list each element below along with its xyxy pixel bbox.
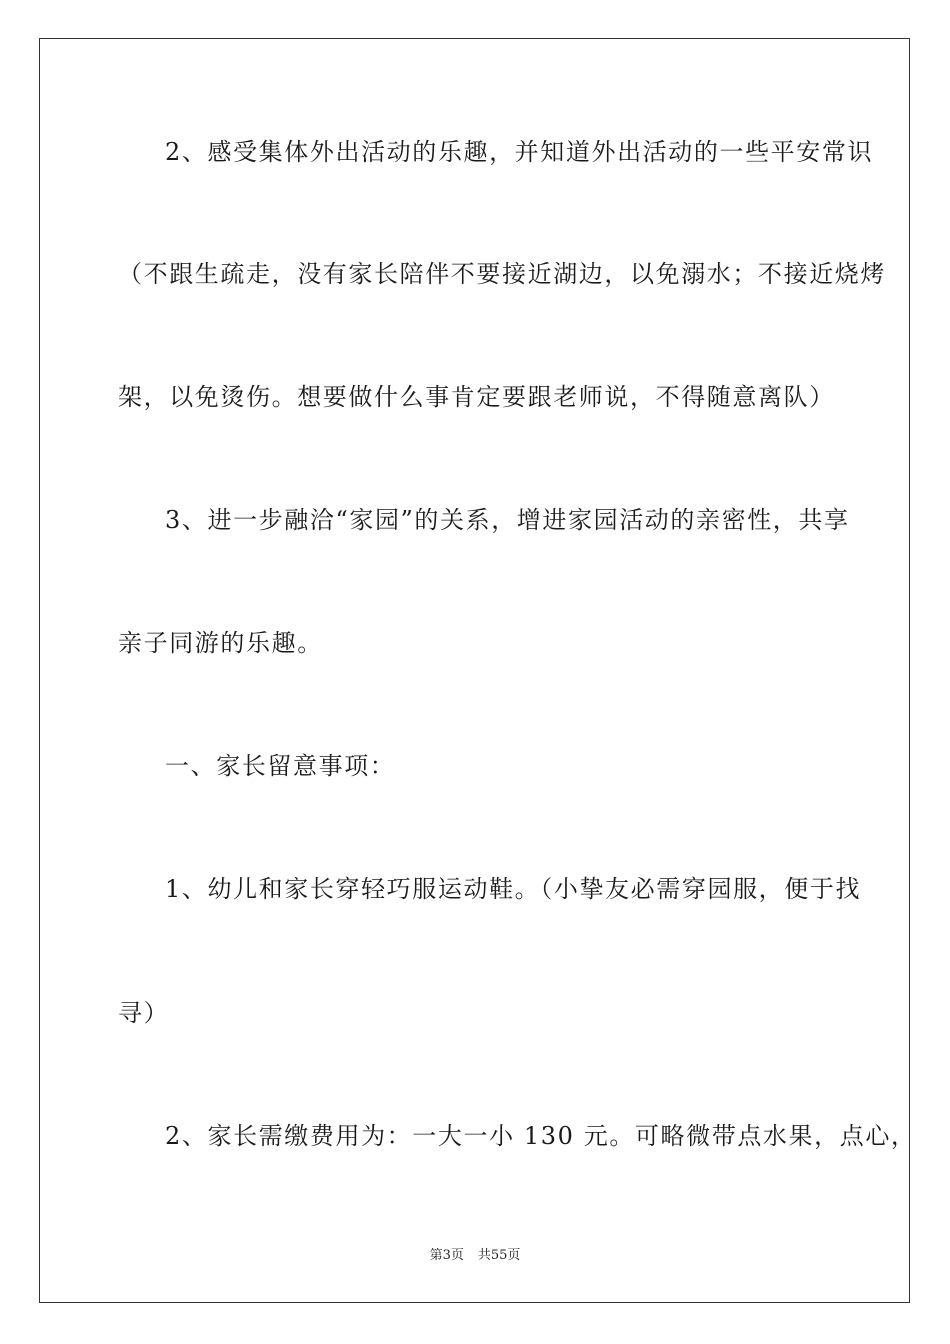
paragraph-goal-2: 2、感受集体外出活动的乐趣，并知道外出活动的一些平安常识 xyxy=(165,138,874,166)
paragraph-goal-2-cont-2: 架，以免烫伤。想要做什么事肯定要跟老师说，不得随意离队） xyxy=(118,383,835,411)
paragraph-note-1-cont: 寻） xyxy=(118,999,170,1027)
paragraph-goal-2-cont-1: （不跟生疏走，没有家长陪伴不要接近湖边，以免溺水；不接近烧烤 xyxy=(118,260,886,288)
section-heading-parent-notes: 一、家长留意事项： xyxy=(165,752,396,780)
paragraph-note-1: 1、幼儿和家长穿轻巧服运动鞋。（小挚友必需穿园服，便于找 xyxy=(165,875,862,903)
page-number: 第3页 xyxy=(429,1248,464,1263)
paragraph-goal-3: 3、进一步融洽“家园”的关系，增进家园活动的亲密性，共享 xyxy=(165,506,850,534)
page-border xyxy=(39,38,917,1303)
paragraph-note-2: 2、家长需缴费用为：一大一小 130 元。可略微带点水果，点心， xyxy=(165,1122,917,1150)
paragraph-goal-3-cont: 亲子同游的乐趣。 xyxy=(118,629,323,657)
page-total: 共55页 xyxy=(477,1248,521,1263)
page-footer xyxy=(0,1248,950,1264)
